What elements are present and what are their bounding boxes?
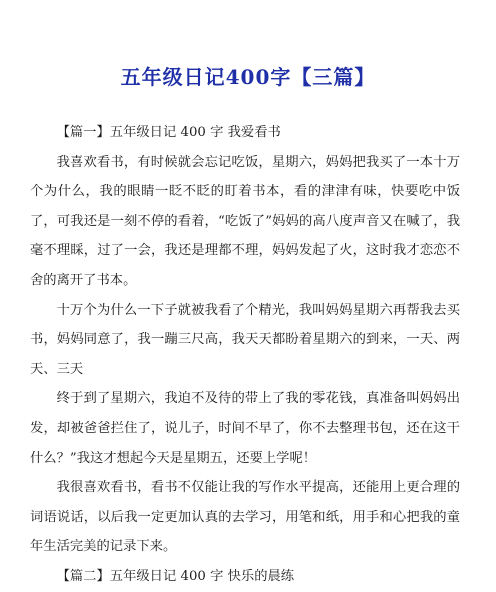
paragraph: 我很喜欢看书，看书不仅能让我的写作水平提高，还能用上更合理的词语说话，以后我一定更加认真的去学习，用笔和纸，用手和心把我的童年生活完美的记录下来。 [30, 480, 460, 555]
document-body [30, 118, 460, 592]
document-title: 五年级日记400字【三篇】 [120, 65, 376, 89]
section-heading-2: 【篇二】五年级日记 400 字 快乐的晨练 [56, 568, 295, 584]
paragraph: 十万个为什么一下子就被我看了个精光，我叫妈妈星期六再帮我去买书，妈妈同意了，我一蹦三尺高，我天天都盼着星期六的到来，一天、两天、三天 [30, 302, 460, 377]
paragraph: 终于到了星期六，我迫不及待的带上了我的零花钱，真准备叫妈妈出发，却被爸爸拦住了，说儿子，时间不早了，你不去整理书包，还在这干什么？”我这才想起今天是星期五，还要上学呢！ [30, 391, 460, 466]
paragraph: 我喜欢看书，有时候就会忘记吃饭，星期六，妈妈把我买了一本十万个为什么，我的眼睛一眨不眨的盯着书本，看的津津有味，快要吃中饭了，可我还是一刻不停的看着，“吃饭了”妈妈的高八度声音又在喊了，我毫不理睬，过了一会，我还是理都不理，妈妈发起了火，这时我才恋恋不舍的离开了书本。 [30, 154, 460, 288]
section-heading-1: 【篇一】五年级日记 400 字 我爱看书 [56, 125, 281, 140]
